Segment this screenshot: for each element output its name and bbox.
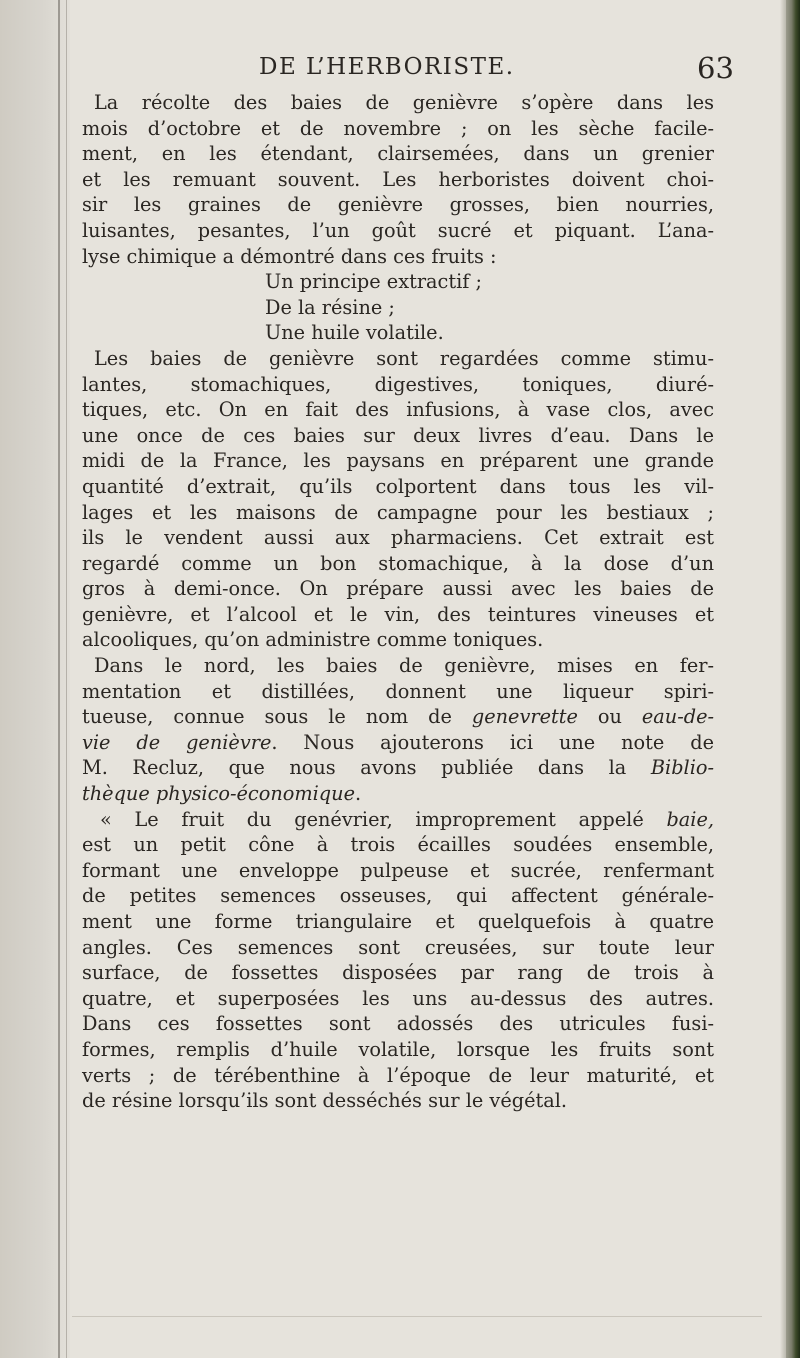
italic-title-physico-economique: thèque physico-économique (82, 782, 355, 806)
text-line (82, 781, 714, 807)
text-run: tueuse, connue sous le nom de (82, 705, 472, 729)
text-line: de résine lorsqu’ils sont desséchés sur le végétal. (82, 1089, 568, 1113)
text-line: mentation et distillées, donnent une liqueur spiri- (82, 679, 714, 703)
text-run: « Le fruit du genévrier, improprement appelé (100, 807, 667, 831)
text-line: formes, remplis d’huile volatile, lorsque les fruits sont (82, 1037, 714, 1061)
text-line: ment une forme triangulaire et quelquefois à quatre (82, 910, 714, 933)
text-line (82, 807, 714, 833)
quotation-recluz (82, 807, 714, 1114)
text-line: gros à demi-once. On prépare aussi avec les baies de (82, 577, 714, 601)
italic-term-eau-de-vie: eau-de- (641, 705, 714, 729)
paragraph-genevrette (82, 653, 714, 807)
text-line: midi de la France, les paysans en préparent une grande (82, 449, 714, 473)
text-line: La récolte des baies de genièvre s’opère dans les (94, 91, 714, 114)
list-item: Une huile volatile. (265, 321, 444, 345)
italic-title-bibliotheque: Biblio- (650, 756, 714, 780)
italic-term-vie-de-genievre: vie de genièvre (82, 730, 272, 754)
page-bottom-edge (72, 1316, 762, 1317)
text-line: est un petit cône à trois écailles soudées ensemble, (82, 833, 714, 857)
text-line: regardé comme un bon stomachique, à la dose d’un (82, 551, 714, 575)
text-run: . Nous ajouterons ici une note de (271, 730, 714, 754)
list-item: Un principe extractif ; (265, 270, 483, 294)
text-line: formant une enveloppe pulpeuse et sucrée, renfermant (82, 858, 714, 882)
page-number: 63 (697, 51, 734, 85)
italic-term-genevrette: genevrette (471, 705, 578, 729)
paragraph-harvest (82, 90, 714, 269)
analysis-list (82, 269, 714, 346)
running-head: DE L’HERBORISTE. (259, 54, 515, 80)
text-line: surface, de fossettes disposées par rang de trois à (82, 961, 714, 985)
text-line: lantes, stomachiques, digestives, toniques, diuré- (82, 372, 714, 396)
text-run: M. Recluz, que nous avons publiée dans la (82, 756, 651, 780)
binding-shadow-inner (66, 0, 67, 1358)
text-line: Les baies de genièvre sont regardées comme stimu- (94, 346, 714, 370)
text-line: Dans ces fossettes sont adossés des utricules fusi- (82, 1012, 714, 1036)
text-line (82, 755, 714, 781)
text-line: angles. Ces semences sont creusées, sur toute leur (82, 935, 714, 959)
text-line: et les remuant souvent. Les herboristes doivent choi- (82, 167, 714, 191)
text-line: quantité d’extrait, qu’ils colportent dans tous les vil- (82, 474, 714, 498)
text-line: de petites semences osseuses, qui affectent générale- (82, 884, 714, 908)
text-line: verts ; de térébenthine à l’époque de leur maturité, et (82, 1063, 714, 1087)
text-line: tiques, etc. On en fait des infusions, à vase clos, avec (82, 398, 714, 422)
text-line: sir les graines de genièvre grosses, bien nourries, (82, 193, 714, 217)
text-line: Dans le nord, les baies de genièvre, mises en fer- (94, 654, 714, 678)
paragraph-properties (82, 346, 714, 653)
text-line: lages et les maisons de campagne pour les bestiaux ; (82, 500, 714, 524)
page-header (0, 51, 800, 85)
text-line: quatre, et superposées les uns au-dessus des autres. (82, 986, 714, 1010)
text-run: . (354, 782, 362, 806)
text-line (82, 730, 714, 756)
text-line: genièvre, et l’alcool et le vin, des teintures vineuses et (82, 602, 714, 626)
text-line: ils le vendent aussi aux pharmaciens. Cet extrait est (82, 526, 714, 550)
text-line (82, 704, 714, 730)
binding-shadow (58, 0, 60, 1358)
italic-term-baie: baie, (666, 807, 714, 831)
text-line: luisantes, pesantes, l’un goût sucré et piquant. L’ana- (82, 218, 714, 242)
text-line: ment, en les étendant, clairsemées, dans un grenier (82, 142, 714, 166)
list-item: De la résine ; (265, 295, 395, 319)
book-cover-edge (786, 0, 800, 1358)
text-line: lyse chimique a démontré dans ces fruits : (82, 244, 497, 268)
page-body (82, 90, 714, 1114)
text-line: une once de ces baies sur deux livres d’eau. Dans le (82, 423, 714, 447)
text-line: mois d’octobre et de novembre ; on les sèche facile- (82, 116, 714, 140)
text-run: ou (577, 705, 642, 729)
text-line: alcooliques, qu’on administre comme toniques. (82, 628, 544, 652)
